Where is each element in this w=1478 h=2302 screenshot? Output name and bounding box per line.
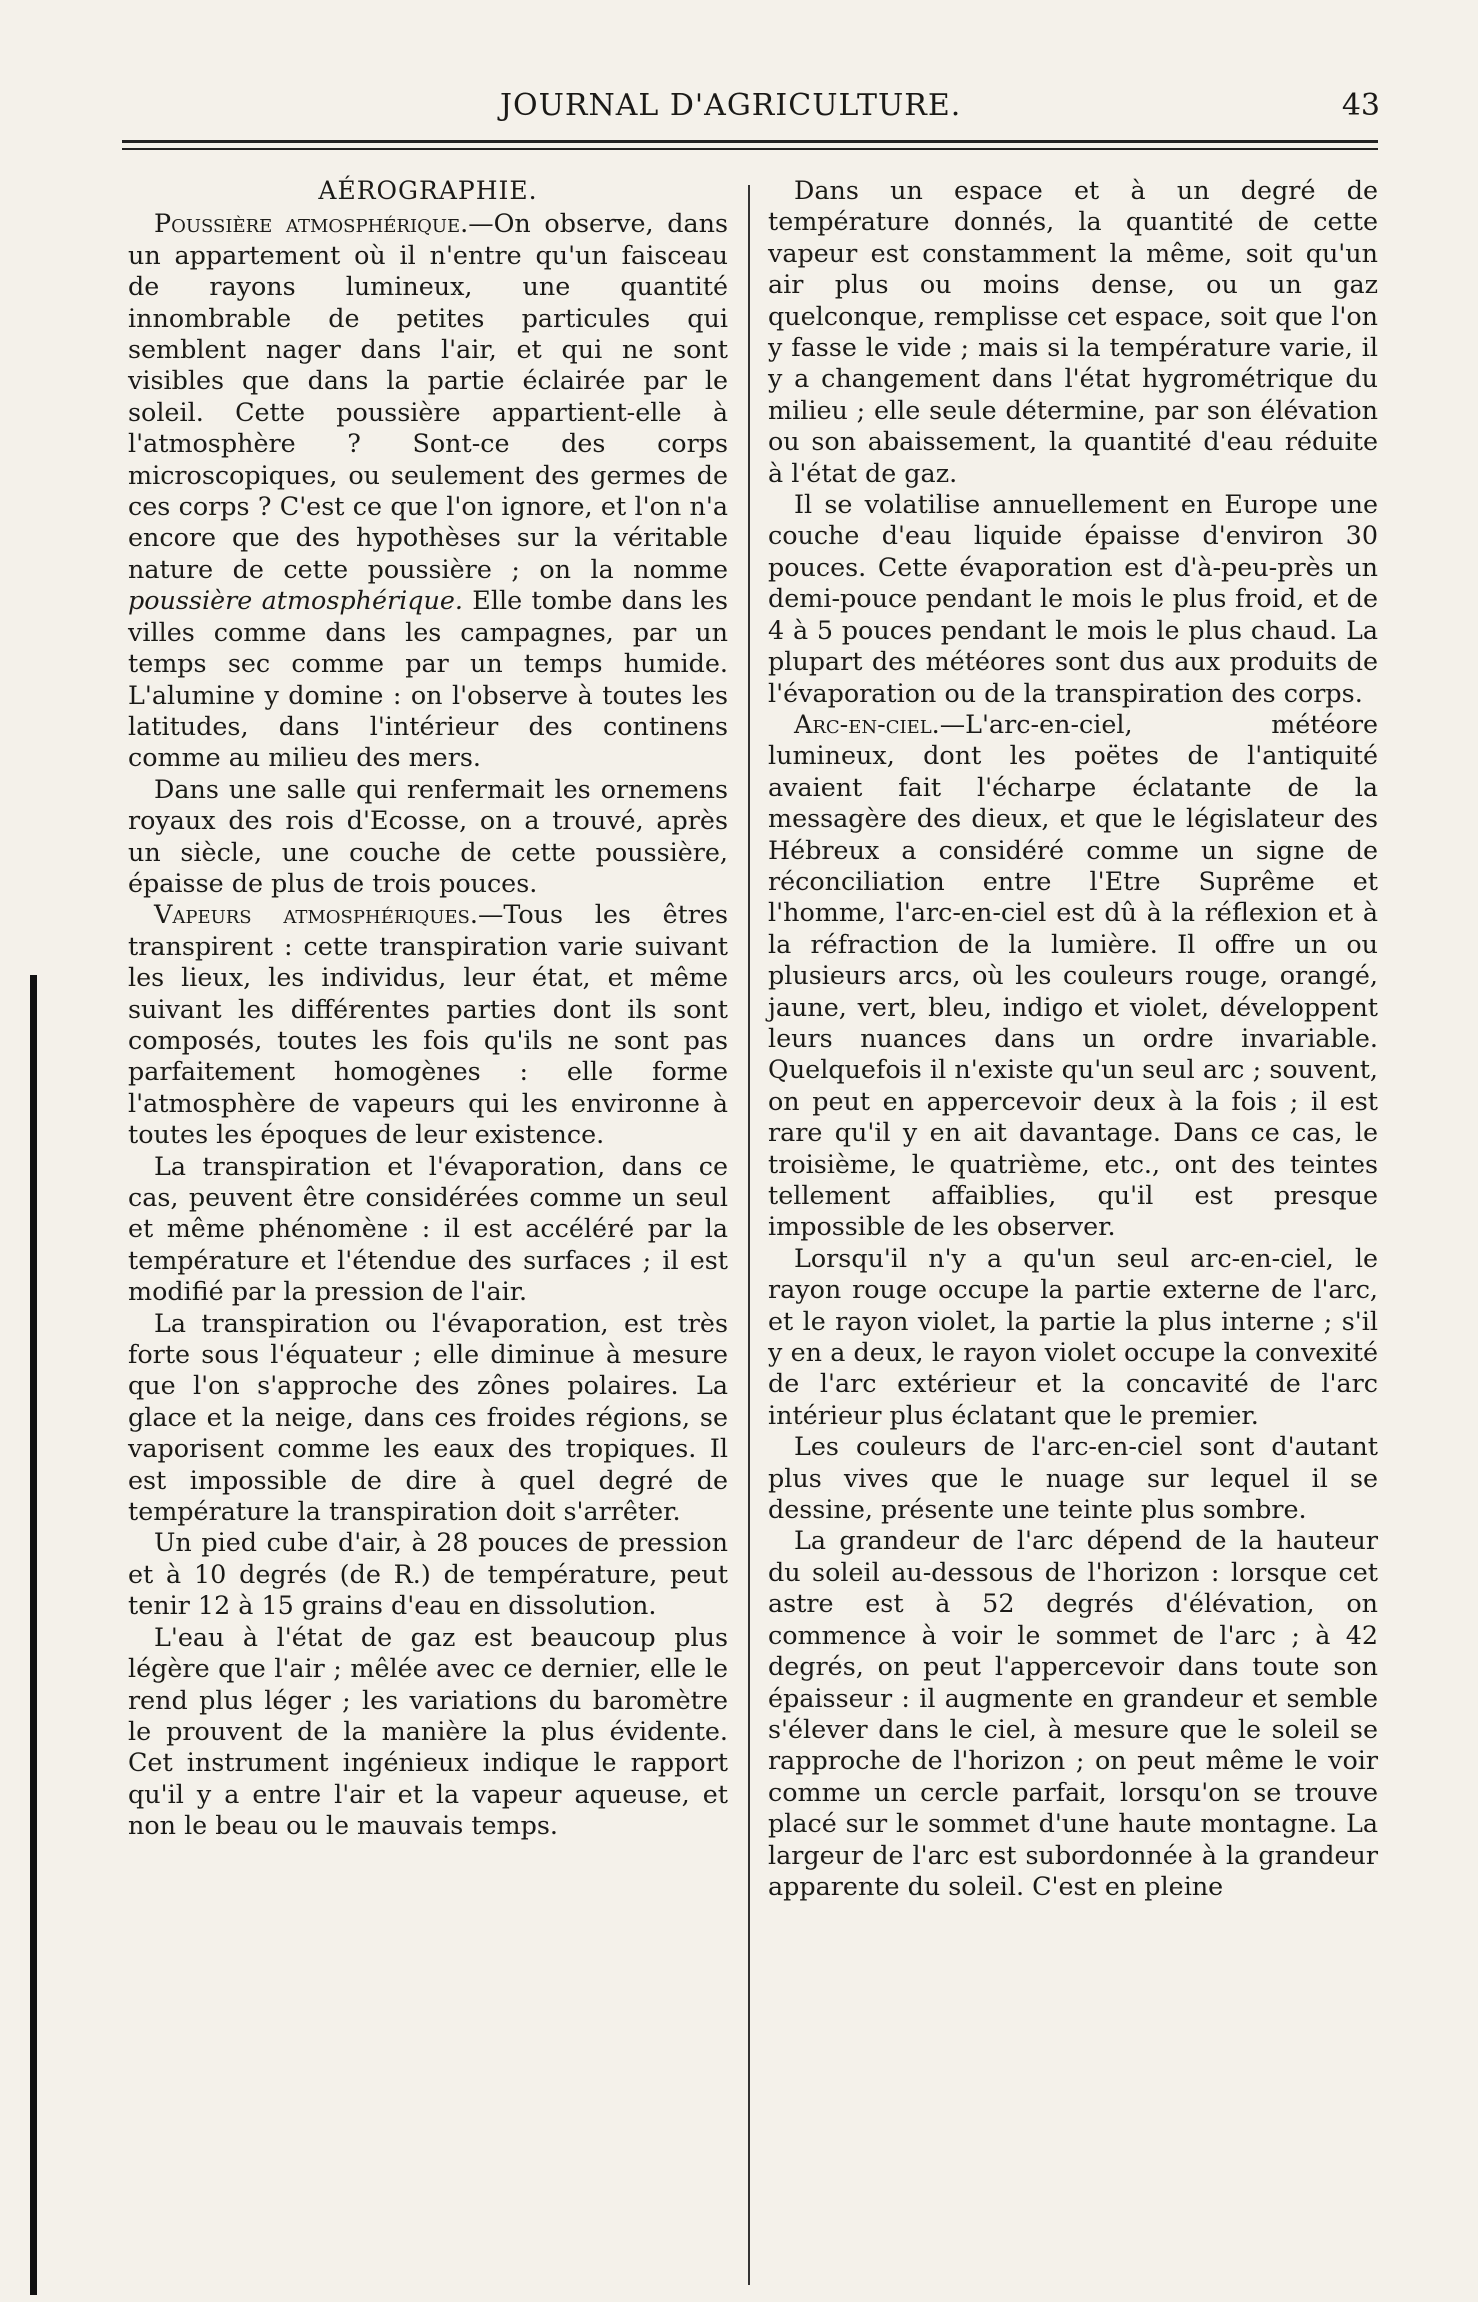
paragraph-lead: Poussière atmosphérique. — [154, 208, 469, 239]
paragraph: Un pied cube d'air, à 28 pouces de pression et à 10 degrés (de R.) de température, peut tenir 12 à 15 grains d'eau en dissolution. — [128, 1527, 728, 1621]
column-divider — [748, 185, 750, 2285]
paragraph-text: Elle tombe dans les villes comme dans les campagnes, par un temps sec comme par un temps humide. L'alumine y domine : on l'observe à toutes les latitudes, dans l'intérieur des continens comme au milieu des mers. — [128, 585, 728, 773]
paragraph-poussiere — [128, 208, 728, 773]
paragraph-text: —Tous les êtres transpirent : cette transpiration varie suivant les lieux, les individus, leur état, et même suivant les différentes parties dont ils sont composés, toutes les fois qu'ils ne sont pas parfaitement homogènes : elle forme l'atmosphère de vapeurs qui les environne à toutes les époques de leur existence. — [128, 899, 728, 1150]
paragraph-text: —L'arc-en-ciel, météore lumineux, dont les poëtes de l'antiquité avaient fait l'écharpe éclatante de la messagère des dieux, et que le législateur des Hébreux a considéré comme un signe de réconciliation entre l'Etre Suprême et l'homme, l'arc-en-ciel est dû à la réflexion et à la réfraction de la lumière. Il offre un ou plusieurs arcs, où les couleurs rouge, orangé, jaune, vert, bleu, indigo et violet, développent leurs nuances dans un ordre invariable. Quelquefois il n'existe qu'un seul arc ; souvent, on peut en appercevoir deux à la fois ; il est rare qu'il y en ait davantage. Dans ce cas, le troisième, le quatrième, etc., ont des teintes tellement affaiblies, qu'il est presque impossible de les observer. — [768, 708, 1378, 1242]
paragraph: La transpiration ou l'évaporation, est très forte sous l'équateur ; elle diminue à mesure que l'on s'approche des zônes polaires. La glace et la neige, dans ces froides régions, se vaporisent comme les eaux des tropiques. Il est impossible de dire à quel degré de température la transpiration doit s'arrêter. — [128, 1307, 728, 1527]
paragraph-arc-en-ciel — [768, 709, 1378, 1243]
page-number: 43 — [1341, 88, 1380, 123]
paragraph-vapeurs — [128, 899, 728, 1150]
paragraph-lead: Vapeurs atmosphériques. — [154, 899, 478, 930]
paragraph: La grandeur de l'arc dépend de la hauteur du soleil au-dessous de l'horizon : lorsque cet astre est à 52 degrés d'élévation, on commence à voir le sommet de l'arc ; à 42 degrés, on peut l'appercevoir dans toute son épaisseur : il augmente en grandeur et semble s'élever dans le ciel, à mesure que le soleil se rapproche de l'horizon ; on peut même le voir comme un cercle parfait, lorsqu'on se trouve placé sur le sommet d'une haute montagne. La largeur de l'arc est subordonnée à la grandeur apparente du soleil. C'est en pleine — [768, 1525, 1378, 1901]
right-column — [768, 175, 1378, 1902]
paragraph-lead: Arc-en-ciel. — [794, 708, 940, 739]
paragraph: Dans un espace et à un degré de température donnés, la quantité de cette vapeur est constamment la même, soit qu'un air plus ou moins dense, ou un gaz quelconque, remplisse cet espace, soit que l'on y fasse le vide ; mais si la température varie, il y a changement dans l'état hygrométrique du milieu ; elle seule détermine, par son élévation ou son abaissement, la quantité d'eau réduite à l'état de gaz. — [768, 175, 1378, 488]
page-header — [120, 88, 1380, 138]
paragraph: Il se volatilise annuellement en Europe une couche d'eau liquide épaisse d'environ 30 pouces. Cette évaporation est d'à-peu-près un demi-pouce pendant le mois le plus froid, et de 4 à 5 pouces pendant le mois le plus chaud. La plupart des météores sont dus aux produits de l'évaporation ou de la transpiration des corps. — [768, 489, 1378, 708]
paragraph: Dans une salle qui renfermait les ornemens royaux des rois d'Ecosse, on a trouvé, après un siècle, une couche de cette poussière, épaisse de plus de trois pouces. — [128, 773, 728, 898]
header-rule-thin — [122, 148, 1378, 150]
section-title: AÉROGRAPHIE. — [318, 176, 538, 205]
paragraph: Les couleurs de l'arc-en-ciel sont d'autant plus vives que le nuage sur lequel il se dessine, présente une teinte plus sombre. — [768, 1431, 1378, 1525]
margin-bar — [30, 975, 37, 2295]
paragraph: Lorsqu'il n'y a qu'un seul arc-en-ciel, le rayon rouge occupe la partie externe de l'arc, et le rayon violet, la partie la plus interne ; s'il y en a deux, le rayon violet occupe la convexité de l'arc extérieur et la concavité de l'arc intérieur plus éclatant que le premier. — [768, 1242, 1378, 1430]
paragraph: La transpiration et l'évaporation, dans ce cas, peuvent être considérées comme un seul et même phénomène : il est accéléré par la température et l'étendue des surfaces ; il est modifié par la pression de l'air. — [128, 1150, 728, 1307]
left-column — [128, 175, 728, 1842]
paragraph-text: —On observe, dans un appartement où il n'entre qu'un faisceau de rayons lumineux, une quantité innombrable de petites particules qui semblent nager dans l'air, et qui ne sont visibles que dans la partie éclairée par le soleil. Cette poussière appartient-elle à l'atmosphère ? Sont-ce des corps microscopiques, ou seulement des germes de ces corps ? C'est ce que l'on ignore, et l'on n'a encore que des hypothèses sur la véritable nature de cette poussière ; on la nomme — [128, 208, 728, 584]
italic-term: poussière atmosphérique. — [128, 585, 463, 616]
running-title: JOURNAL D'AGRICULTURE. — [500, 88, 962, 123]
header-rule — [122, 140, 1378, 143]
paragraph: L'eau à l'état de gaz est beaucoup plus légère que l'air ; mêlée avec ce dernier, elle le rend plus léger ; les variations du baromètre le prouvent de la manière la plus évidente. Cet instrument ingénieux indique le rapport qu'il y a entre l'air et la vapeur aqueuse, et non le beau ou le mauvais temps. — [128, 1621, 728, 1841]
